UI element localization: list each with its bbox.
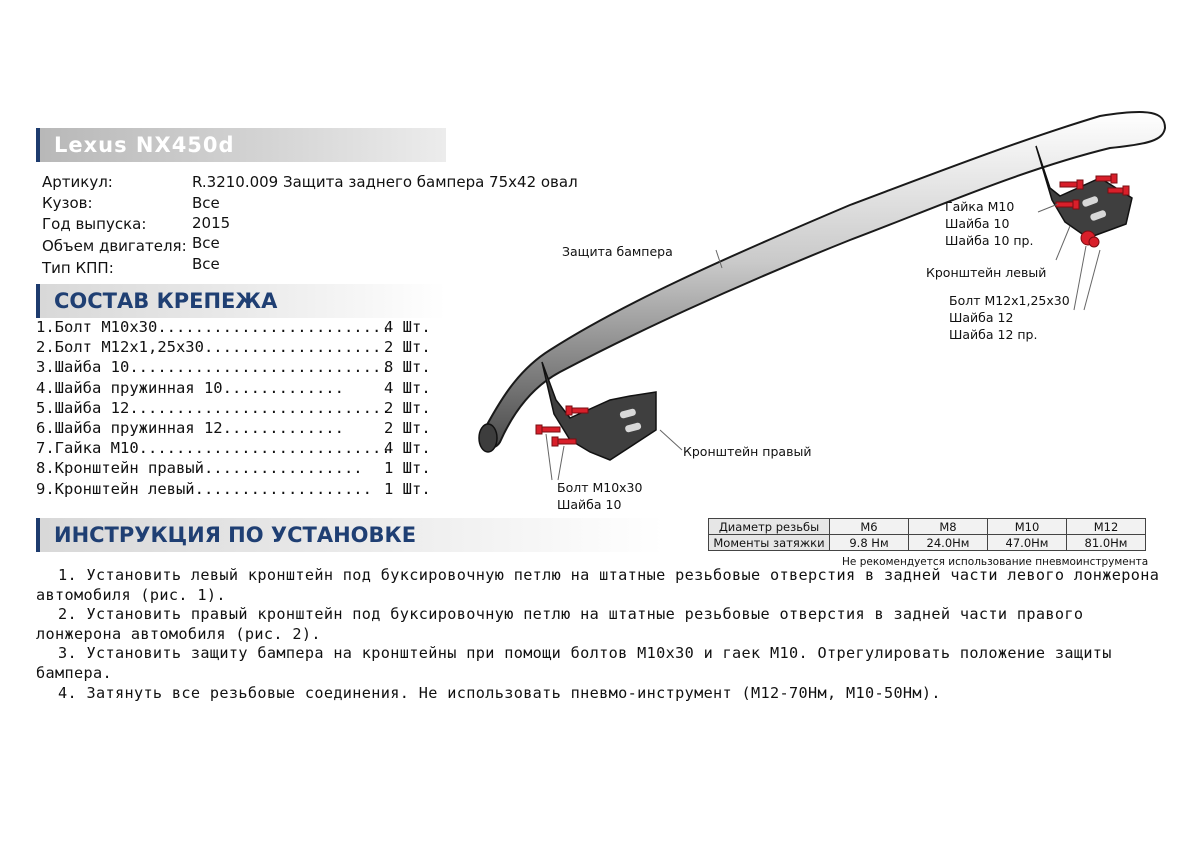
install-heading-banner	[36, 518, 664, 552]
step-4: 4. Затянуть все резьбовые соединения. Не использовать пневмо-инструмент (М12-70Нм, М10-50Нм).	[58, 683, 941, 702]
pneumatic-note: Не рекомендуется использование пневмоинструмента	[842, 556, 1149, 568]
step-1: 1. Установить левый кронштейн под буксировочную петлю на штатные резьбовые отверстия в задней части левого лонжерона автомобиля (рис. 1).	[36, 566, 1160, 604]
product-title: Lexus NX450d	[54, 133, 235, 157]
bumper-tube	[481, 112, 1165, 448]
part-name: 8.Кронштейн правый.................	[36, 459, 363, 478]
torque-value: 47.0Нм	[988, 535, 1067, 551]
info-label-gearbox: Тип КПП:	[42, 259, 114, 277]
part-name: 5.Шайба 12............................	[36, 398, 391, 417]
info-value-engine: Все	[192, 234, 220, 252]
part-qty: 4 Шт.	[384, 439, 431, 458]
part-name: 7.Гайка М10...........................	[36, 439, 391, 458]
part-qty: 4 Шт.	[384, 318, 431, 336]
info-value-year: 2015	[192, 214, 231, 232]
torque-value: 24.0Нм	[909, 535, 988, 551]
info-value-article: R.3210.009 Защита заднего бампера 75x42 овал	[192, 173, 578, 191]
step-2: 2. Установить правый кронштейн под буксировочную петлю на штатные резьбовые отверстия в задней части правого лонжерона автомобиля (рис. 2).	[36, 605, 1084, 643]
label-nut-left	[945, 198, 1033, 249]
step-3: 3. Установить защиту бампера на кронштейны при помощи болтов М10х30 и гаек М10. Отрегулировать положение защиты бампера.	[36, 644, 1112, 682]
label-line: Болт М12х1,25х30	[949, 293, 1070, 308]
table-row	[709, 535, 1146, 551]
label-line: Шайба 12	[949, 310, 1014, 325]
part-qty: 4 Шт.	[384, 378, 431, 397]
tube-end-left	[479, 424, 497, 452]
bumper-diagram	[460, 100, 1180, 520]
bracket-right	[542, 362, 656, 460]
torque-value: 9.8 Нм	[830, 535, 909, 551]
label-line: Шайба 10 пр.	[945, 233, 1034, 248]
label-bracket-left: Кронштейн левый	[926, 265, 1047, 280]
label-bolt-right	[557, 479, 642, 513]
parts-heading: СОСТАВ КРЕПЕЖА	[54, 289, 278, 313]
info-label-year: Год выпуска:	[42, 215, 147, 233]
thread-size: М6	[830, 519, 909, 535]
product-title-banner	[36, 128, 446, 162]
part-name: 6.Шайба пружинная 12.............	[36, 418, 344, 437]
info-value-gearbox: Все	[192, 255, 220, 273]
label-bracket-right: Кронштейн правый	[683, 444, 812, 459]
part-name: 2.Болт М12х1,25х30...................	[36, 338, 382, 357]
part-qty: 2 Шт.	[384, 398, 431, 417]
torque-row-label: Моменты затяжки	[709, 535, 830, 551]
label-line: Шайба 12 пр.	[949, 327, 1038, 342]
info-label-body: Кузов:	[42, 194, 93, 212]
label-line: Гайка М10	[945, 199, 1015, 214]
thread-size: М8	[909, 519, 988, 535]
part-qty: 2 Шт.	[384, 338, 431, 357]
install-heading: ИНСТРУКЦИЯ ПО УСТАНОВКЕ	[54, 523, 417, 547]
label-bumper: Защита бампера	[562, 244, 673, 259]
info-label-engine: Объем двигателя:	[42, 237, 187, 255]
parts-heading-banner	[36, 284, 446, 318]
info-value-body: Все	[192, 194, 220, 212]
info-label-article: Артикул:	[42, 173, 113, 191]
part-qty: 1 Шт.	[384, 459, 431, 478]
label-line: Шайба 10	[945, 216, 1010, 231]
thread-size: М12	[1067, 519, 1146, 535]
thread-size: М10	[988, 519, 1067, 535]
label-line: Шайба 10	[557, 497, 622, 512]
part-name: 1.Болт М10х30.........................	[36, 318, 391, 336]
part-name: 4.Шайба пружинная 10.............	[36, 378, 344, 397]
part-name: 3.Шайба 10............................	[36, 358, 391, 377]
table-row	[709, 519, 1146, 535]
torque-table	[708, 518, 1146, 551]
install-steps	[36, 566, 1166, 703]
part-qty: 8 Шт.	[384, 358, 431, 377]
label-line: Болт М10х30	[557, 480, 643, 495]
part-name: 9.Кронштейн левый...................	[36, 479, 372, 498]
part-qty: 2 Шт.	[384, 418, 431, 437]
torque-row-label: Диаметр резьбы	[709, 519, 830, 535]
label-bolt-left	[949, 292, 1070, 343]
torque-value: 81.0Нм	[1067, 535, 1146, 551]
part-qty: 1 Шт.	[384, 479, 431, 498]
